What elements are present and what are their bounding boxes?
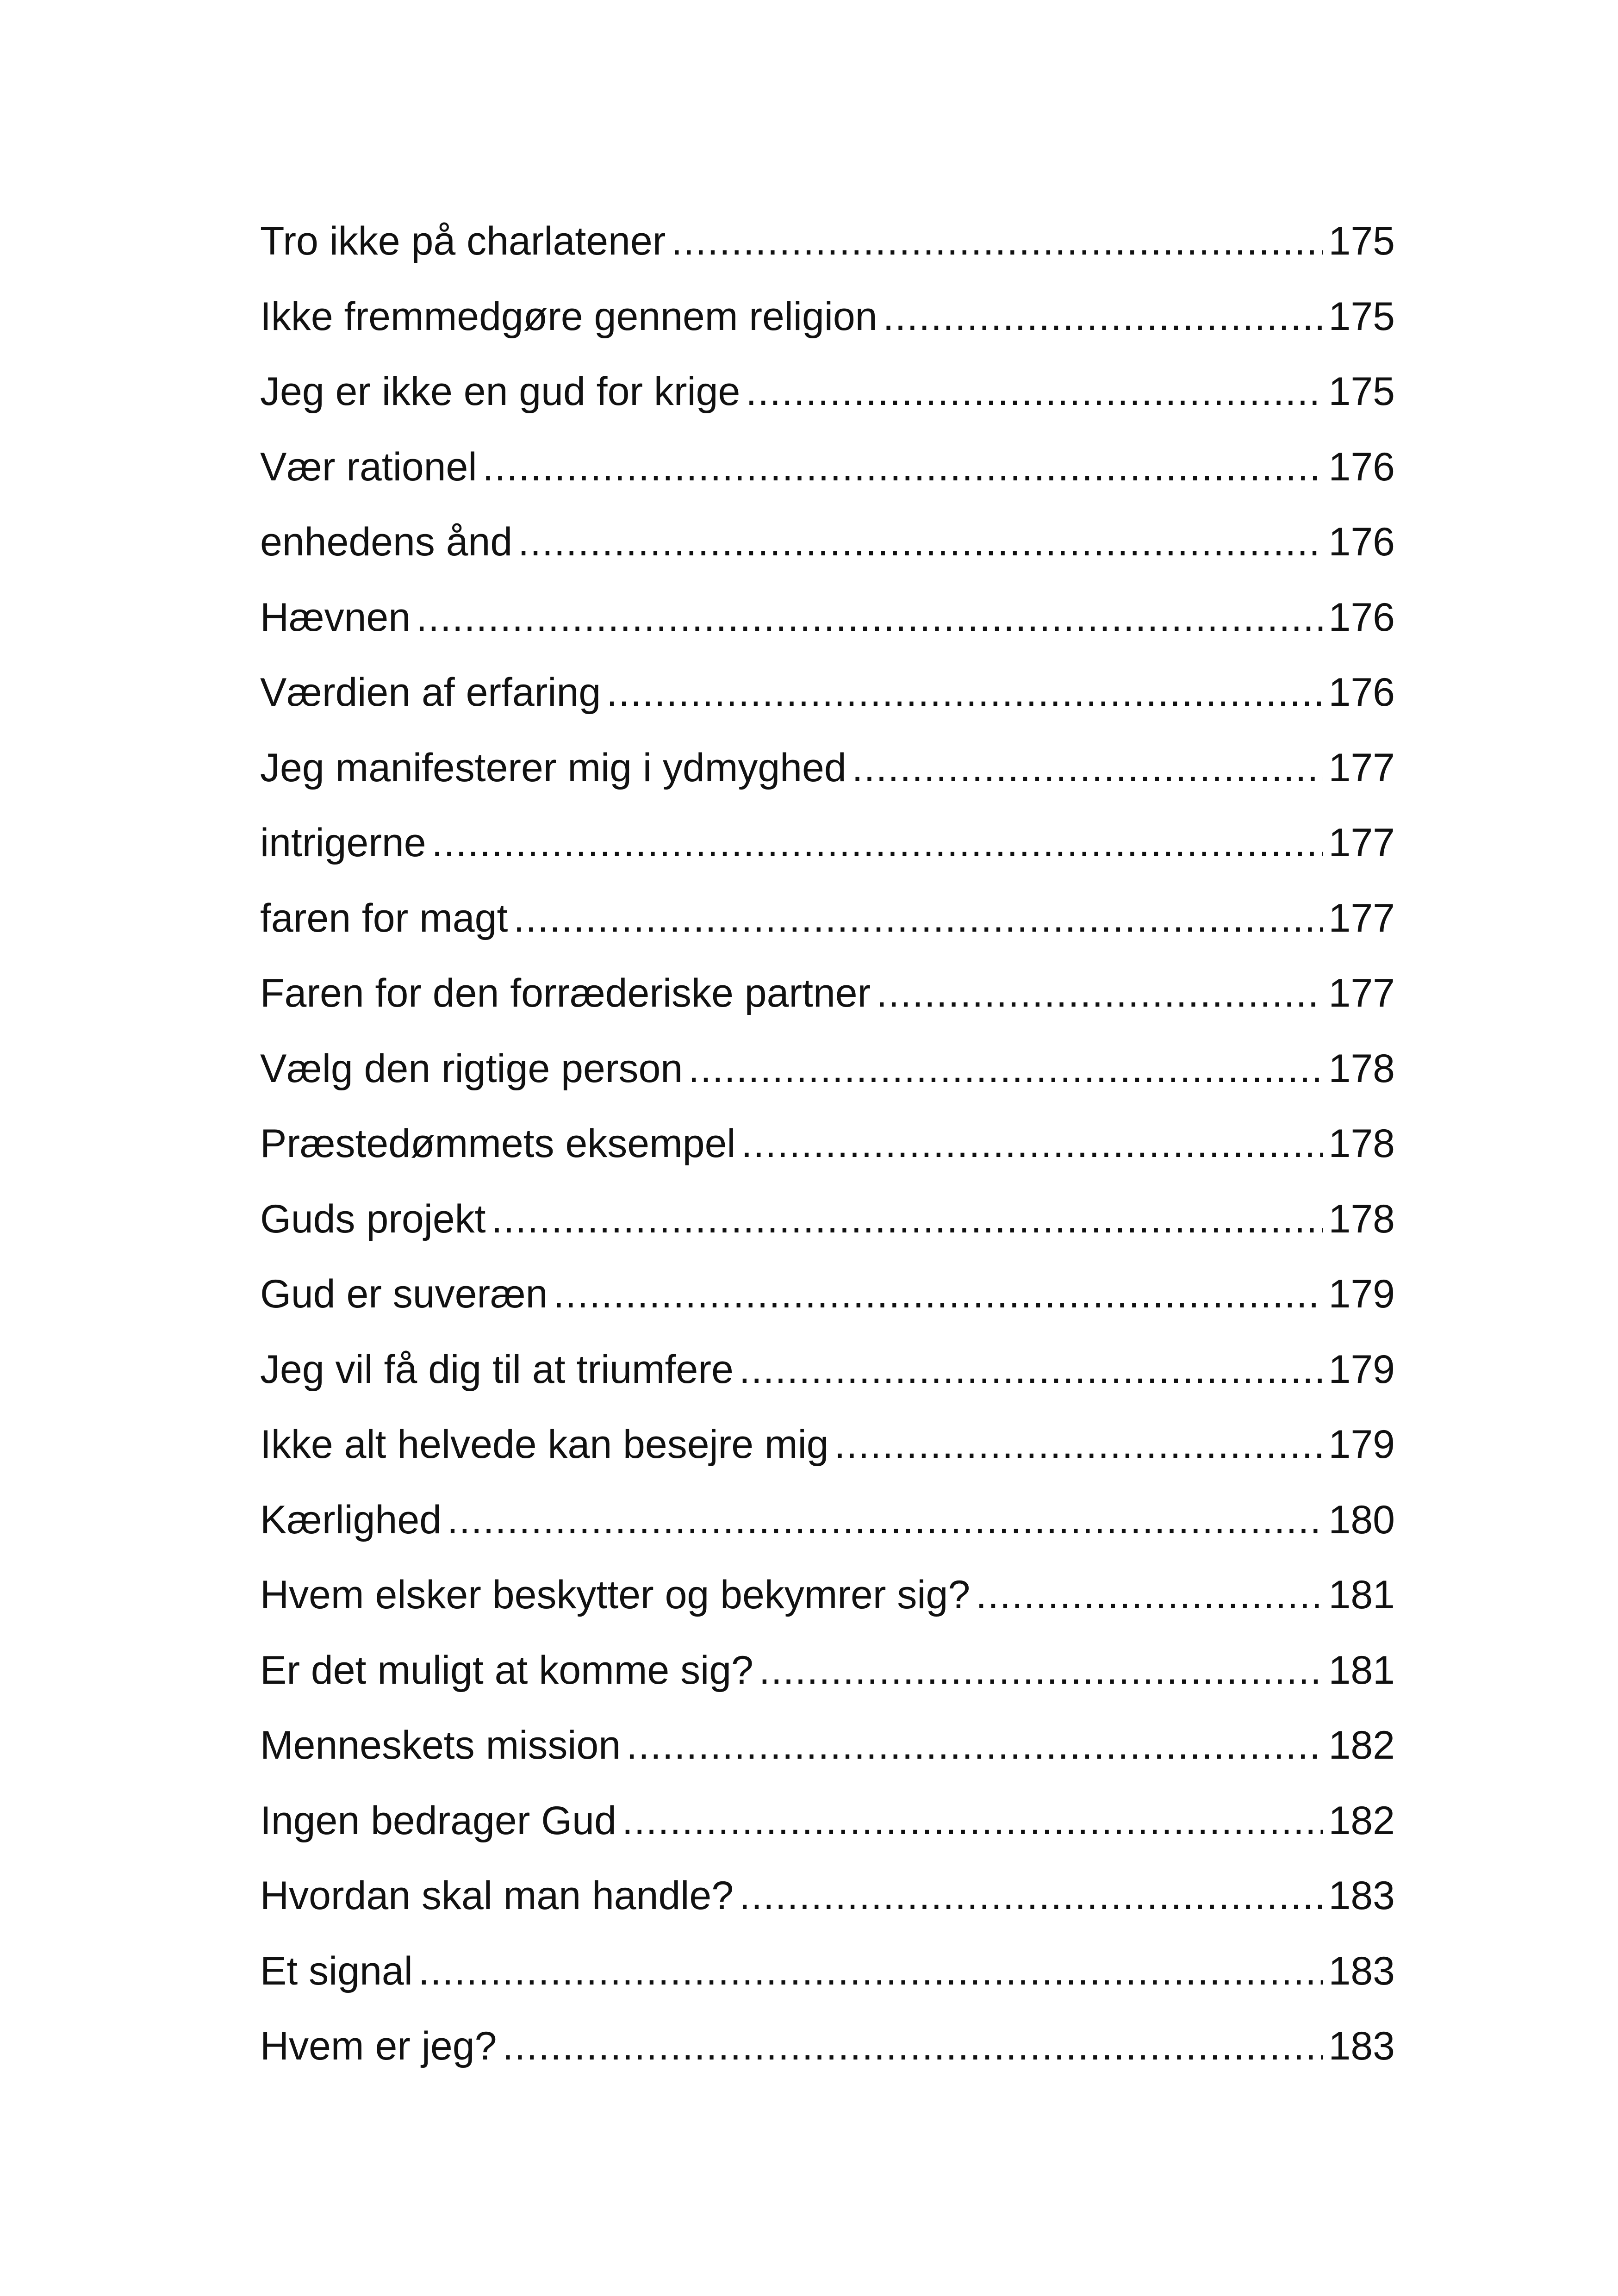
toc-entry-title: Hvem elsker beskytter og bekymrer sig? <box>260 1573 971 1617</box>
toc-entry <box>260 504 1395 580</box>
toc-entry-page: 182 <box>1328 1723 1395 1767</box>
toc-entry <box>260 1332 1395 1407</box>
toc-dot-leader <box>416 580 1323 655</box>
toc-entry-title: Jeg manifesterer mig i ydmyghed <box>260 745 846 790</box>
toc-entry-page: 179 <box>1328 1347 1395 1392</box>
toc-entry <box>260 1182 1395 1257</box>
toc-dot-leader <box>492 1182 1323 1257</box>
toc-entry-title: Et signal <box>260 1948 413 1993</box>
toc-entry-title: Er det muligt at komme sig? <box>260 1648 753 1692</box>
toc-entry <box>260 655 1395 730</box>
toc-dot-leader <box>852 730 1323 806</box>
toc-entry-page: 180 <box>1328 1497 1395 1542</box>
toc-entry <box>260 1257 1395 1332</box>
toc-entry <box>260 1407 1395 1482</box>
toc-dot-leader <box>746 354 1323 429</box>
toc-entry-page: 176 <box>1328 595 1395 640</box>
toc-entry-page: 183 <box>1328 1873 1395 1918</box>
toc-dot-leader <box>432 805 1323 881</box>
toc-entry-title: Hævnen <box>260 595 411 640</box>
toc-entry-title: Jeg vil få dig til at triumfere <box>260 1347 734 1392</box>
toc-entry-page: 178 <box>1328 1196 1395 1241</box>
toc-entry <box>260 956 1395 1031</box>
toc-entry <box>260 204 1395 279</box>
toc-entry-page: 175 <box>1328 369 1395 414</box>
toc-dot-leader <box>447 1482 1323 1558</box>
toc-entry <box>260 1783 1395 1859</box>
toc-dot-leader <box>834 1407 1323 1482</box>
toc-entry <box>260 1858 1395 1934</box>
toc-entry <box>260 730 1395 806</box>
toc-entry-page: 178 <box>1328 1046 1395 1091</box>
toc-entry-title: Ikke alt helvede kan besejre mig <box>260 1422 829 1467</box>
toc-dot-leader <box>626 1708 1323 1783</box>
toc-entry <box>260 881 1395 956</box>
toc-entry-page: 177 <box>1328 896 1395 940</box>
toc-entry <box>260 2009 1395 2084</box>
toc-entry-page: 175 <box>1328 219 1395 263</box>
toc-dot-leader <box>759 1633 1323 1708</box>
toc-dot-leader <box>976 1557 1323 1633</box>
toc-entry <box>260 1482 1395 1558</box>
toc-entry-title: intrigerne <box>260 821 426 865</box>
toc-dot-leader <box>739 1858 1323 1934</box>
toc-dot-leader <box>518 504 1323 580</box>
toc-entry-title: Faren for den forræderiske partner <box>260 971 871 1015</box>
toc-dot-leader <box>883 279 1323 355</box>
toc-entry-page: 181 <box>1328 1573 1395 1617</box>
toc-entry-title: Vælg den rigtige person <box>260 1046 683 1091</box>
toc-entry-page: 179 <box>1328 1422 1395 1467</box>
toc-dot-leader <box>741 1106 1323 1182</box>
toc-entry <box>260 354 1395 429</box>
toc-entry-page: 181 <box>1328 1648 1395 1692</box>
toc-entry-page: 183 <box>1328 2024 1395 2068</box>
toc-entry-title: Jeg er ikke en gud for krige <box>260 369 741 414</box>
table-of-contents <box>260 204 1395 2084</box>
toc-dot-leader <box>482 429 1323 505</box>
toc-entry-page: 182 <box>1328 1798 1395 1843</box>
toc-entry <box>260 1031 1395 1107</box>
toc-entry-title: Hvem er jeg? <box>260 2024 497 2068</box>
toc-dot-leader <box>688 1031 1323 1107</box>
toc-entry-page: 176 <box>1328 444 1395 489</box>
toc-entry <box>260 1106 1395 1182</box>
toc-entry-title: Kærlighed <box>260 1497 442 1542</box>
toc-entry-title: Guds projekt <box>260 1196 486 1241</box>
toc-dot-leader <box>502 2009 1323 2084</box>
toc-entry <box>260 1557 1395 1633</box>
toc-dot-leader <box>876 956 1323 1031</box>
toc-entry-page: 177 <box>1328 971 1395 1015</box>
toc-entry-title: Gud er suveræn <box>260 1272 548 1316</box>
toc-entry-page: 177 <box>1328 821 1395 865</box>
toc-entry-page: 176 <box>1328 520 1395 564</box>
toc-entry-page: 178 <box>1328 1121 1395 1166</box>
toc-entry-page: 177 <box>1328 745 1395 790</box>
toc-entry-page: 179 <box>1328 1272 1395 1316</box>
toc-entry-title: Ikke fremmedgøre gennem religion <box>260 294 877 339</box>
toc-entry <box>260 1633 1395 1708</box>
toc-entry-title: Værdien af erfaring <box>260 670 601 715</box>
toc-entry <box>260 580 1395 655</box>
toc-entry <box>260 1708 1395 1783</box>
toc-dot-leader <box>553 1257 1323 1332</box>
toc-entry-page: 175 <box>1328 294 1395 339</box>
toc-entry-page: 183 <box>1328 1948 1395 1993</box>
toc-entry-title: faren for magt <box>260 896 508 940</box>
toc-entry-title: Vær rationel <box>260 444 477 489</box>
toc-dot-leader <box>606 655 1323 730</box>
toc-dot-leader <box>622 1783 1323 1859</box>
toc-entry-title: Hvordan skal man handle? <box>260 1873 734 1918</box>
toc-entry <box>260 1934 1395 2009</box>
toc-entry-title: Præstedømmets eksempel <box>260 1121 736 1166</box>
toc-dot-leader <box>739 1332 1323 1407</box>
toc-entry-title: Tro ikke på charlatener <box>260 219 666 263</box>
toc-entry <box>260 805 1395 881</box>
toc-entry-title: Ingen bedrager Gud <box>260 1798 616 1843</box>
toc-entry <box>260 429 1395 505</box>
toc-entry-title: Menneskets mission <box>260 1723 621 1767</box>
toc-entry-page: 176 <box>1328 670 1395 715</box>
toc-entry <box>260 279 1395 355</box>
toc-dot-leader <box>671 204 1323 279</box>
toc-dot-leader <box>418 1934 1323 2009</box>
toc-entry-title: enhedens ånd <box>260 520 513 564</box>
toc-dot-leader <box>513 881 1323 956</box>
